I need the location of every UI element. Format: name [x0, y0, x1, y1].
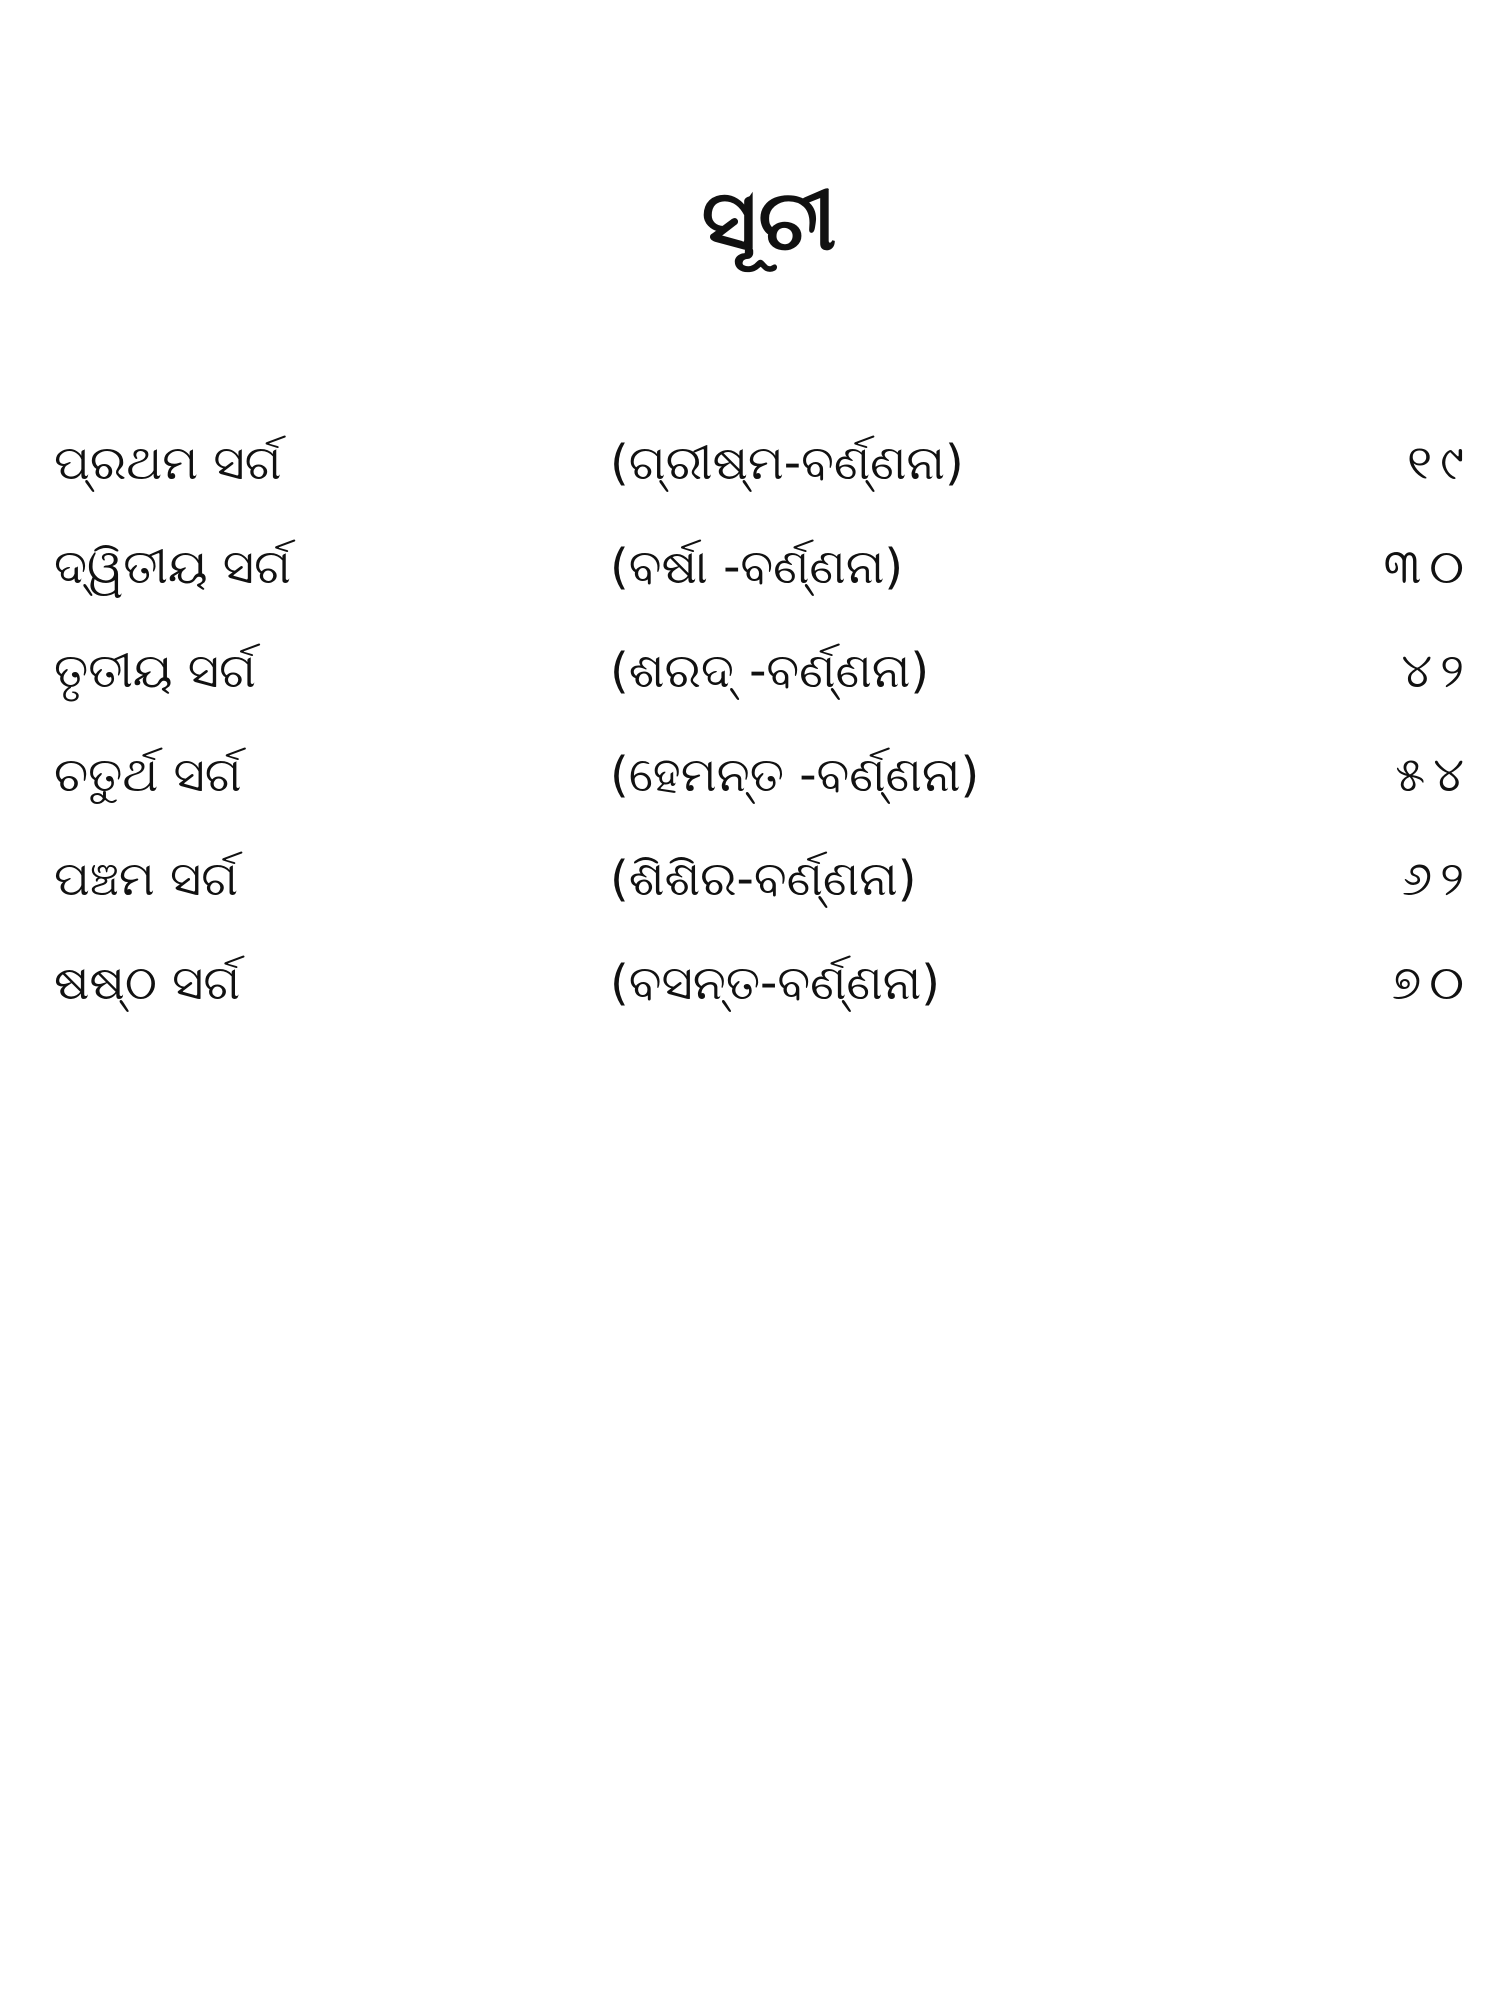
- toc-chapter-title: ତୃତୀୟ ସର୍ଗ: [54, 643, 256, 699]
- toc-chapter-description: (ବସନ୍ତ-ବର୍ଣ୍ଣନା): [610, 955, 941, 1011]
- toc-page-number: ୪୨: [1401, 643, 1472, 699]
- toc-page-number: ୬୨: [1401, 851, 1472, 907]
- toc-chapter-title: ପ୍ରଥମ ସର୍ଗ: [54, 435, 282, 491]
- toc-row: [0, 948, 1500, 1052]
- toc-chapter-description: (ଗ୍ରୀଷ୍ମ-ବର୍ଣ୍ଣନା): [610, 435, 964, 491]
- toc-chapter-title: ଦ୍ୱିତୀୟ ସର୍ଗ: [54, 539, 291, 595]
- toc-row: [0, 636, 1500, 740]
- toc-chapter-title: ପଞ୍ଚମ ସର୍ଗ: [54, 851, 239, 907]
- toc-page-number: ୫୪: [1395, 747, 1472, 803]
- toc-row: [0, 428, 1500, 532]
- table-of-contents: [0, 428, 1500, 1052]
- toc-chapter-title: ଷଷ୍ଠ ସର୍ଗ: [54, 955, 241, 1011]
- toc-page-number: ୩୦: [1383, 539, 1472, 595]
- toc-row: [0, 532, 1500, 636]
- toc-page-number: ୧୯: [1407, 435, 1472, 491]
- toc-chapter-description: (ବର୍ଷା -ବର୍ଣ୍ଣନା): [610, 539, 904, 595]
- toc-chapter-title: ଚତୁର୍ଥ ସର୍ଗ: [54, 747, 242, 803]
- toc-chapter-description: (ଶରଦ୍ -ବର୍ଣ୍ଣନା): [610, 643, 930, 699]
- toc-chapter-description: (ଶିଶିର-ବର୍ଣ୍ଣନା): [610, 851, 917, 907]
- toc-chapter-description: (ହେମନ୍ତ -ବର୍ଣ୍ଣନା): [610, 747, 980, 803]
- toc-page-number: ୭୦: [1391, 955, 1472, 1011]
- page-title: ସୂଚୀ: [701, 171, 839, 269]
- toc-row: [0, 844, 1500, 948]
- toc-row: [0, 740, 1500, 844]
